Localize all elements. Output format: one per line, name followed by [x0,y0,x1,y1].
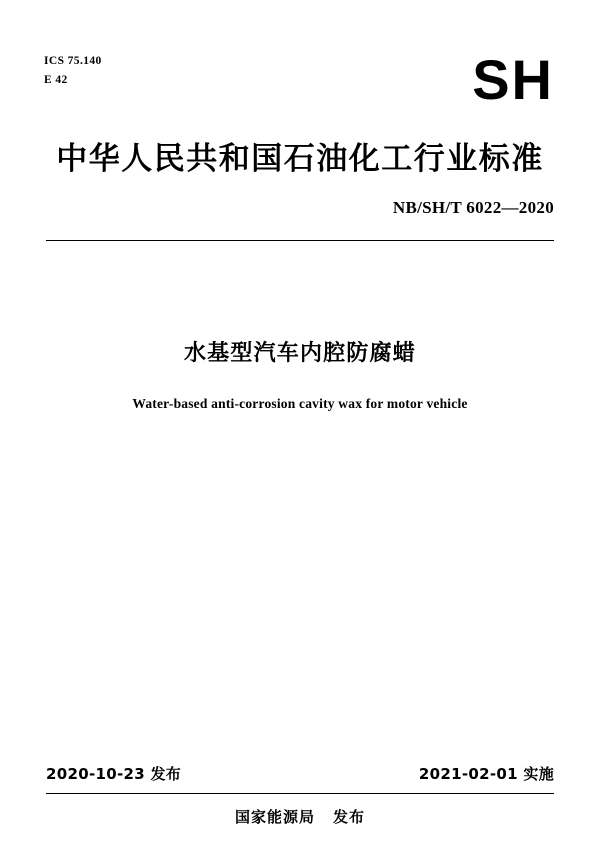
publisher-verb: 发布 [333,808,366,826]
issue-date: 2020-10-23 发布 [46,765,182,783]
standard-number: NB/SH/T 6022—2020 [392,198,554,217]
header-divider [46,240,554,241]
publisher-name: 国家能源局 [234,808,315,826]
publisher-block [0,806,600,827]
classification-code: E 42 [44,74,68,86]
issuing-organization-title: 中华人民共和国石油化工行业标准 [56,141,544,177]
sh-logo: SH [472,48,554,111]
document-title-chinese: 水基型汽车内腔防腐蜡 [183,341,416,366]
footer-divider [46,793,554,794]
effective-date: 2021-02-01 实施 [418,765,554,783]
document-title-english: Water-based anti-corrosion cavity wax for motor vehicle [132,396,468,411]
ics-code: ICS 75.140 [44,55,102,67]
ics-classification-block [44,52,102,90]
